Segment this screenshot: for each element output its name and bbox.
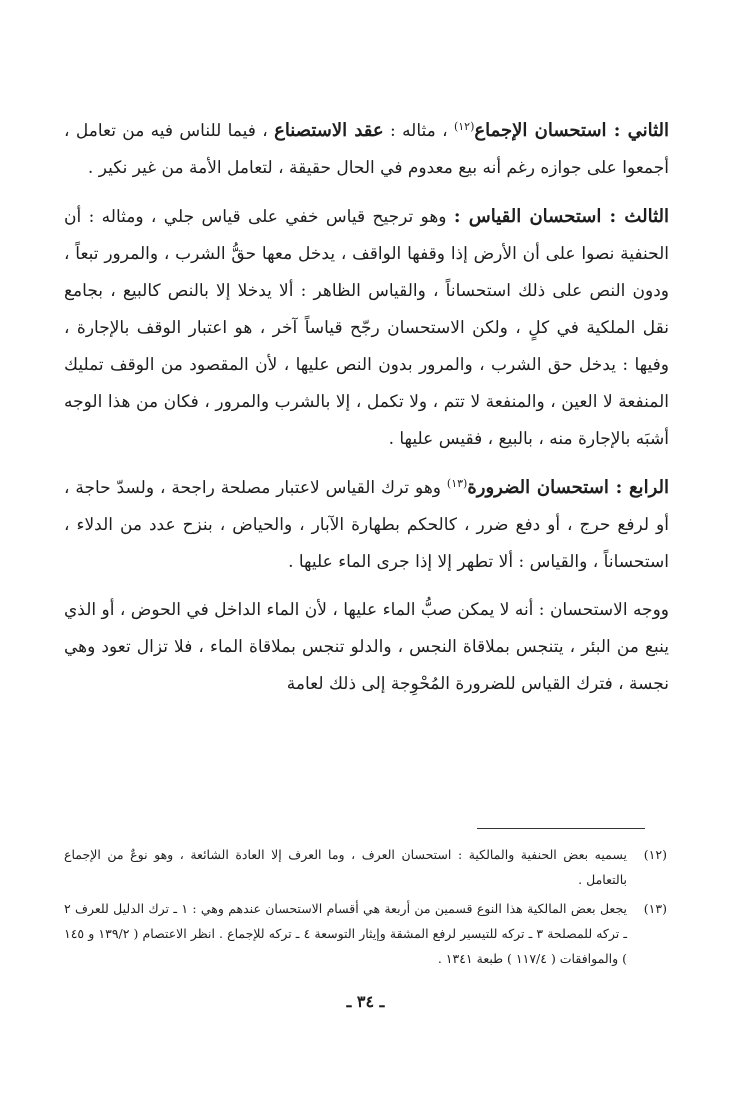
paragraph-ijma-text-2: ، فيما للناس فيه من تعامل ، أجمعوا على جوازه رغم أنه بيع معدوم في الحال حقيقة ، لتعامل الأمة من غير نكير . <box>64 121 669 178</box>
heading-qiyas: الثالث : استحسان القياس : <box>453 206 669 227</box>
footnote-number: (١٢) <box>643 847 667 862</box>
paragraph-ijma-text: ، مثاله : <box>383 121 454 141</box>
paragraph-qiyas-text: وهو ترجيح قياس خفي على قياس جلي ، ومثاله : أن الحنفية نصوا على أن الأرض إذا وقفها الواقف ، يدخل معها حقُّ الشرب ، والمرور تبعاً ، ودون النص على ذلك استحساناً ، والقياس الظاهر : ألا يدخلا إلا بالنص كالبيع ، بجامع نقل الملكية في كلٍ ، ولكن الاستحسان رجّح قياساً آخر ، هو اعتبار الوقف بالإجارة ، وفيها : يدخل حق الشرب ، والمرور بدون النص عليها ، لأن المقصود من الوقف تمليك المنفعة لا العين ، والمنفعة لا تتم ، ولا تكمل ، إلا بالشرب والمرور ، فكان من هذا الوجه أشبَه بالإجارة منه ، بالبيع ، فقيس عليها . <box>64 207 669 449</box>
paragraph-darura-text: وهو ترك القياس لاعتبار مصلحة راجحة ، ولسدّ حاجة ، أو لرفع حرج ، أو دفع ضرر ، كالحكم بطهارة الآبار ، والحياض ، بنزح عدد من الدلاء ، استحساناً ، والقياس : ألا تطهر إلا إذا جرى الماء عليها . <box>64 478 669 572</box>
footnote-number: (١٣) <box>643 901 667 916</box>
heading-ijma: الثاني : استحسان الإجماع <box>474 120 670 141</box>
footnote-text: يسميه بعض الحنفية والمالكية : استحسان العرف ، وما العرف إلا العادة الشائعة ، وهو نوعٌ من الإجماع بالتعامل . <box>64 847 627 887</box>
paragraph-darura <box>64 469 669 581</box>
paragraph-wajh <box>64 592 669 703</box>
footnote-ref-12[interactable]: (١٢) <box>453 120 475 133</box>
footnote-ref-13[interactable]: (١٣) <box>446 477 468 490</box>
footnotes <box>64 842 667 975</box>
paragraph-wajh-text: ووجه الاستحسان : أنه لا يمكن صبُّ الماء عليها ، لأن الماء الداخل في الحوض ، أو الذي ينبع من البئر ، يتنجس بملاقاة النجس ، والدلو تنجس بملاقاة الماء ، فلا تزال تعود وهي نجسة ، فترك القياس للضرورة المُحْوِجة إلى ذلك لعامة <box>64 600 669 694</box>
paragraph-qiyas <box>64 198 669 458</box>
footnote-12 <box>64 842 667 892</box>
footnote-13 <box>64 896 667 971</box>
footnote-text: يجعل بعض المالكية هذا النوع قسمين من أربعة هي أقسام الاستحسان عندهم وهي : ١ ـ ترك الدليل للعرف ٢ ـ تركه للمصلحة ٣ ـ تركه للتيسير لرفع المشقة وإيثار التوسعة ٤ ـ تركه للإجماع . انظر الاعتصام ( ١٣٩/٢ و ١٤٥ ) والموافقات ( ١١٧/٤ ) طبعة ١٣٤١ . <box>64 901 628 966</box>
paragraph-ijma <box>64 112 669 187</box>
footnote-divider <box>477 828 645 829</box>
heading-darura: الرابع : استحسان الضرورة <box>467 477 669 498</box>
term-istisna: عقد الاستصناع <box>274 120 384 141</box>
page-number: ـ ٣٤ ـ <box>346 992 385 1011</box>
main-text <box>64 112 669 703</box>
